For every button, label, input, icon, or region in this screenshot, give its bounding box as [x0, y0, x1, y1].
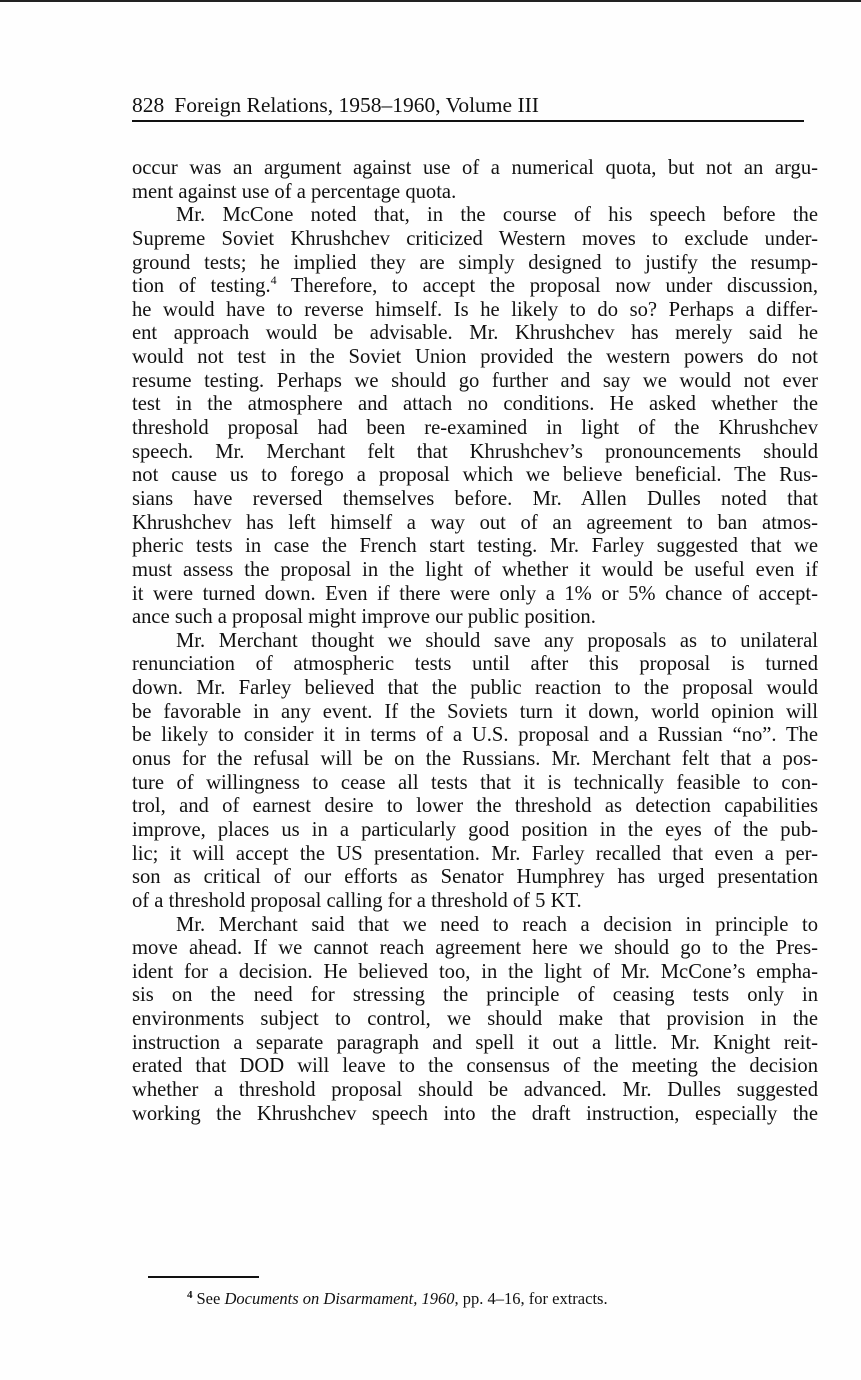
text-line: not cause us to forego a proposal which we believe beneficial. The Rus-	[132, 464, 818, 487]
text-line: he would have to reverse himself. Is he likely to do so? Perhaps a differ-	[132, 298, 818, 321]
text-line: ture of willingness to cease all tests that it is technically feasible to con-	[132, 771, 818, 794]
text-line: Mr. Merchant thought we should save any proposals as to unilateral	[176, 629, 818, 652]
text-segment: tion of testing.	[132, 275, 271, 298]
text-line: sis on the need for stressing the principle of ceasing tests only in	[132, 984, 818, 1007]
text-line: test in the atmosphere and attach no conditions. He asked whether the	[132, 393, 818, 416]
text-line: of a threshold proposal calling for a threshold of 5 KT.	[132, 889, 582, 912]
text-line: threshold proposal had been re-examined in light of the Khrushchev	[132, 417, 818, 440]
text-line: working the Khrushchev speech into the draft instruction, especially the	[132, 1102, 818, 1125]
text-line: Mr. McCone noted that, in the course of his speech before the	[176, 204, 818, 227]
text-line: be favorable in any event. If the Soviets turn it down, world opinion will	[132, 700, 818, 723]
text-line: be likely to consider it in terms of a U.S. proposal and a Russian “no”. The	[132, 724, 818, 747]
text-line: ident for a decision. He believed too, in the light of Mr. McCone’s empha-	[132, 960, 818, 983]
footnote-rule	[148, 1276, 259, 1278]
text-line: ment against use of a percentage quota.	[132, 180, 457, 203]
text-line: renunciation of atmospheric tests until after this proposal is turned	[132, 653, 818, 676]
text-line: onus for the refusal will be on the Russians. Mr. Merchant felt that a pos-	[132, 748, 818, 771]
text-line: trol, and of earnest desire to lower the threshold as detection capabilities	[132, 795, 818, 818]
text-line: pheric tests in case the French start testing. Mr. Farley suggested that we	[132, 535, 818, 558]
paragraph	[132, 157, 818, 204]
text-segment: Therefore, to accept the proposal now under discussion,	[276, 275, 818, 298]
text-line: must assess the proposal in the light of whether it would be useful even if	[132, 558, 818, 581]
text-line: down. Mr. Farley believed that the public reaction to the proposal would	[132, 677, 818, 700]
text-line: whether a threshold proposal should be advanced. Mr. Dulles suggested	[132, 1078, 818, 1101]
text-line: Supreme Soviet Khrushchev criticized Western moves to exclude under-	[132, 227, 818, 250]
paragraph	[132, 914, 818, 1127]
text-line: speech. Mr. Merchant felt that Khrushchev’s pronouncements should	[132, 440, 818, 463]
running-header	[132, 92, 804, 122]
paragraph	[132, 204, 818, 630]
text-line: environments subject to control, we should make that provision in the	[132, 1008, 818, 1031]
text-line: Mr. Merchant said that we need to reach a decision in principle to	[176, 913, 818, 936]
text-line: resume testing. Perhaps we should go further and say we would not ever	[132, 369, 818, 392]
running-title: Foreign Relations, 1958–1960, Volume III	[174, 93, 539, 117]
text-line: sians have reversed themselves before. Mr. Allen Dulles noted that	[132, 487, 818, 510]
footnote-text: See	[196, 1289, 225, 1308]
text-line: son as critical of our efforts as Senator Humphrey has urged presentation	[132, 866, 818, 889]
text-line: would not test in the Soviet Union provided the western powers do not	[132, 346, 818, 369]
footnote-reference: 4	[270, 273, 277, 288]
text-line: move ahead. If we cannot reach agreement here we should go to the Pres-	[132, 937, 818, 960]
body-text	[132, 157, 818, 1126]
text-line: improve, places us in a particularly good position in the eyes of the pub-	[132, 818, 818, 841]
text-line: lic; it will accept the US presentation. Mr. Farley recalled that even a per-	[132, 842, 818, 865]
page-edge	[0, 0, 861, 2]
footnote-marker: 4	[187, 1288, 193, 1301]
text-line: ance such a proposal might improve our public position.	[132, 606, 596, 629]
footnote-cited-title: Documents on Disarmament, 1960	[224, 1289, 455, 1308]
text-line: instruction a separate paragraph and spell it out a little. Mr. Knight reit-	[132, 1031, 818, 1054]
text-line: ground tests; he implied they are simply designed to justify the resump-	[132, 251, 818, 274]
text-line: it were turned down. Even if there were only a 1% or 5% chance of accept-	[132, 582, 818, 605]
paragraph	[132, 630, 818, 914]
page-number: 828	[132, 93, 165, 117]
text-line	[132, 275, 818, 299]
text-line: erated that DOD will leave to the consensus of the meeting the decision	[132, 1055, 818, 1078]
footnote-text-end: , pp. 4–16, for extracts.	[454, 1289, 608, 1308]
text-line: occur was an argument against use of a numerical quota, but not an argu-	[132, 157, 818, 179]
footnote	[187, 1288, 608, 1310]
text-line: Khrushchev has left himself a way out of an agreement to ban atmos-	[132, 511, 818, 534]
text-line: ent approach would be advisable. Mr. Khrushchev has merely said he	[132, 322, 818, 345]
